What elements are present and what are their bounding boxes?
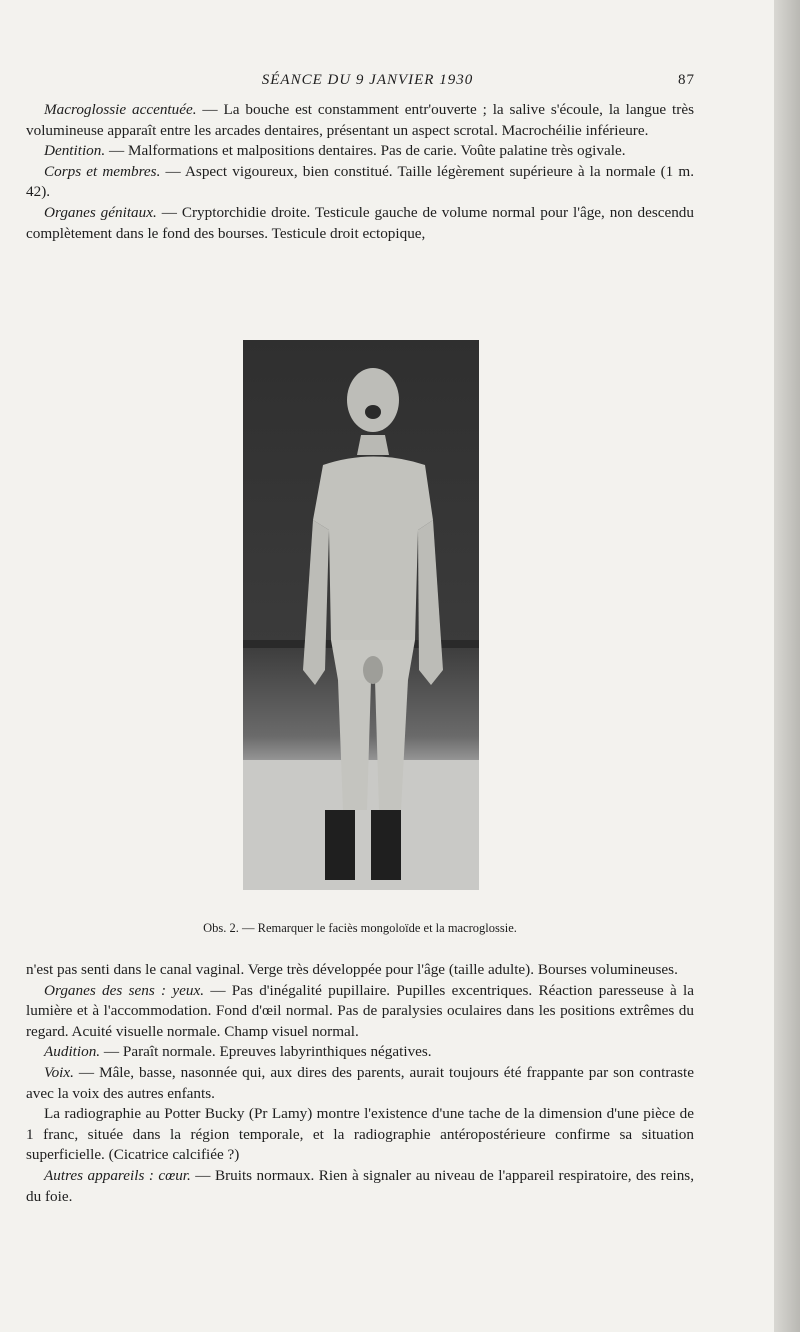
paragraph-label: Dentition. [44,142,106,160]
paragraph-macroglossie [26,100,694,141]
standing-child-figure [243,340,479,890]
paragraph-text: — Mâle, basse, nasonnée qui, aux dires des parents, aurait toujours été frappante par son contraste avec la voix des autres enfants. [26,1063,694,1102]
page-edge-shadow [774,0,800,1332]
paragraph-text: — Paraît normale. Epreuves labyrinthiques négatives. [100,1043,432,1061]
top-text-block [26,100,694,244]
paragraph-continuation [26,960,694,981]
paragraph-voix [26,1063,694,1104]
page-number: 87 [678,72,695,88]
paragraph-text: — Aspect vigoureux, bien constitué. Taille légèrement supérieure à la normale (1 m. 42). [26,162,694,201]
paragraph-text: — Cryptorchidie droite. Testicule gauche de volume normal pour l'âge, non descendu complètement dans le fond des bourses. Testicule droit ectopique, [26,203,694,242]
paragraph-audition [26,1042,694,1063]
figure-caption [26,921,694,936]
paragraph-text: — La bouche est constamment entr'ouverte ; la salive s'écoule, la langue très volumineuse apparaît entre les arcades dentaires, présentant un aspect scrotal. Macrochéilie inférieure. [26,101,694,139]
paragraph-text: — Malformations et malpositions dentaires. Pas de carie. Voûte palatine très ogivale. [105,142,626,160]
paragraph-radiographie [26,1104,694,1166]
patient-photograph [243,340,479,890]
caption-label: Obs. 2. [203,921,239,935]
paragraph-label: Organes génitaux. [44,203,157,221]
paragraph-label: Organes des sens : yeux. [44,981,205,999]
paragraph-label: Audition. [44,1043,101,1061]
paragraph-organes-sens [26,981,694,1043]
paragraph-label: Autres appareils : cœur. [44,1166,191,1184]
paragraph-label: Corps et membres. [44,162,161,180]
bottom-text-block [26,960,694,1207]
paragraph-text: — Bruits normaux. Rien à signaler au niveau de l'appareil respiratoire, des reins, du foie. [26,1166,694,1205]
paragraph-autres-appareils [26,1166,694,1207]
paragraph-label: Macroglossie accentuée. [44,101,197,118]
running-header [40,72,695,94]
running-title: SÉANCE DU 9 JANVIER 1930 [261,72,474,88]
paragraph-corps-membres [26,162,694,203]
paragraph-text: n'est pas senti dans le canal vaginal. Verge très développée pour l'âge (taille adulte). Bourses volumineuses. [26,961,678,978]
paragraph-organes-genitaux [26,203,694,244]
paragraph-text: — Pas d'inégalité pupillaire. Pupilles excentriques. Réaction paresseuse à la lumière et à l'accommodation. Fond d'œil normal. Pas de paralysies oculaires dans les positions extrêmes du regard. Acuité visuelle normale. Champ visuel normal. [26,981,694,1040]
caption-text: — Remarquer le faciès mongoloïde et la macroglossie. [238,921,517,935]
paragraph-label: Voix. [44,1063,74,1081]
paragraph-text: La radiographie au Potter Bucky (Pr Lamy) montre l'existence d'une tache de la dimension d'une pièce de 1 franc, située dans la région temporale, et la radiographie antéropostérieure confirme sa situation superficielle. (Cicatrice calcifiée ?) [26,1105,694,1164]
paragraph-dentition [26,141,694,162]
